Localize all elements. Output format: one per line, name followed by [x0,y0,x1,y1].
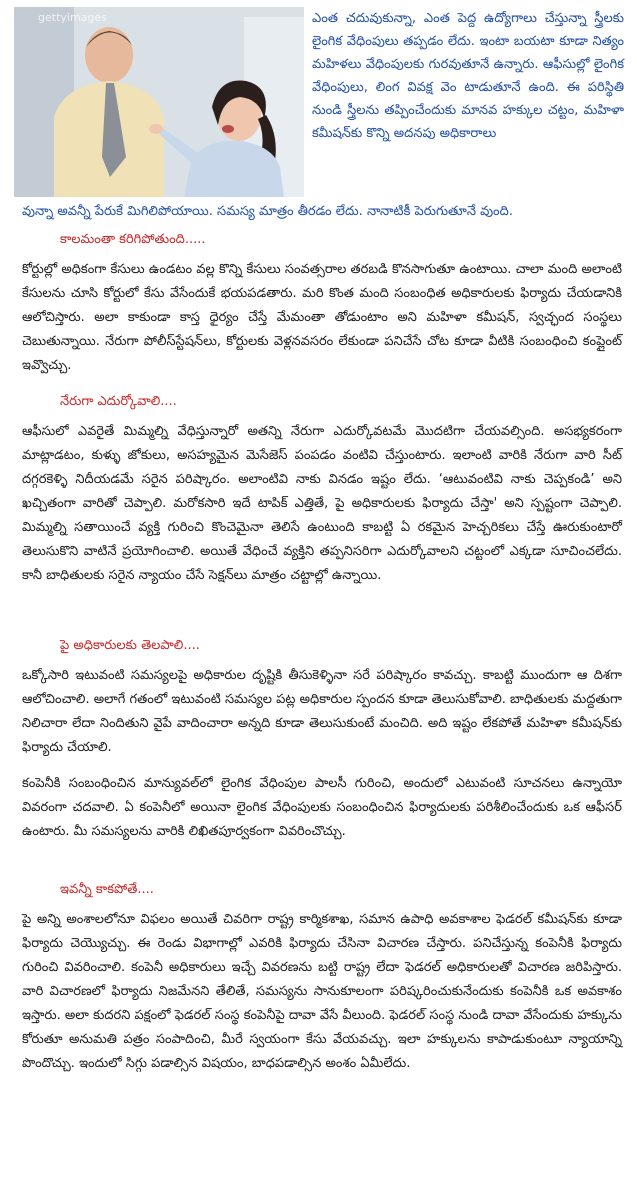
section-heading-1: కాలమంతా కరిగిపోతుంది..... [60,232,206,247]
section-1-paragraph-1: కోర్టుల్లో అధికంగా కేసులు ఉండటం వల్ల కొన్ని కేసులు సంవత్సరాల తరబడి కొనసాగుతూ ఉంటాయి. చాలా మంది అలాంటి కేసులను చూసి కోర్టులో కేసు వేసేందుకే భయపడతారు. మరి కొంత మంది సంబంధిత అధికారులకు ఫిర్యాదు చేయడానికి ఆలోచిస్తారు. అలా కాకుండా కాస్త ధైర్యం చేస్తే మేమంతా తోడుంటాం అని మహిళా కమీషన్, స్వచ్ఛంద సంస్థలు చెబుతున్నాయి. నేరుగా పోలీస్‌స్టేషన్‌లు, కోర్టులకు వెళ్లనవసరం లేకుండా పనిచేసే చోట కూడా వీటికి సంబంధించి కంప్లైంట్ ఇవ్వొచ్చు. [22,262,622,373]
office-scene-illustration [14,7,304,197]
intro-text-tail: వున్నా అవన్నీ పేరుకే మిగిలిపోయాయి. సమస్య మాత్రం తీరడం లేదు. నానాటికీ పెరుగుతూనే వుంది. [22,204,513,219]
section-4-paragraph-1: పై అన్ని అంశాలలోనూ విఫలం అయితే చివరిగా రాష్ట్ర కార్మికశాఖ, సమాన ఉపాధి అవకాశాల ఫెడరల్ కమీషన్‌కు కూడా ఫిర్యాదు చెయ్యొచ్చు. ఈ రెండు విభాగాల్లో ఎవరికి ఫిర్యాదు చేసినా విచారణ చేస్తారు. పనిచేస్తున్న కంపెనీకి ఫిర్యాదు గురించి వివరించాలి. కంపెనీ అధికారులు ఇచ్చే వివరణను బట్టి రాష్ట్ర లేదా ఫెడరల్ అధికారులతో విచారణ జరిపిస్తారు. వారి విచారణలో ఫిర్యాదు నిజమేనని తేలితే, సమస్యను సానుకూలంగా పరిష్కరించుకునేందుకు కంపెనీకి ఒక అవకాశం ఇస్తారు. అలా కుదరని పక్షంలో ఫెడరల్ సంస్థ కంపెనీపై దావా వేసే వీలుంది. ఫెడరల్ సంస్థ నుండి దావా వేసేందుకు హక్కును కోరుతూ అనుమతి పత్రం సంపాదించి, మీరే స్వయంగా కేసు వేయవచ్చు. ఇలా హక్కులను కాపాడుకుంటూ న్యాయాన్ని పొందొచ్చు. ఇందులో సిగ్గు పడాల్సిన విషయం, బాధపడాల్సిన అంశం ఏమీలేదు. [22,912,622,1071]
section-heading-2: నేరుగా ఎదుర్కోవాలి.... [60,394,177,409]
article-photo [14,7,304,197]
section-2-paragraph-1: ఆఫీసులో ఎవరైతే మిమ్మల్ని వేధిస్తున్నారో అతన్ని నేరుగా ఎదుర్కోవటమే మొదటిగా చేయవల్సింది. అసభ్యకరంగా మాట్లాడటం, కుళ్ళు జోకులు, అసహ్యమైన మెసేజెస్ పంపడం వంటివి చేస్తుంటారు. ఇలాంటి వారికి నేరుగా వారి సీట్ దగ్గరకెళ్ళి నిదీయడమే సరైన పరిష్కారం. అలాంటివి నాకు వినడం ఇష్టం లేదు. ‘ఆటువంటివి నాకు చెప్పకండి’ అని ఖచ్చితంగా వారితో చెప్పాలి. మరోకసారి ఇదే టాపిక్ ఎత్తితే, పై అధికారులకు ఫిర్యాదు చేస్తా' అని స్పష్టంగా చెప్పాలి. మిమ్మల్ని సతాయించే వ్యక్తి గురించి కొంచెమైనా తెలిసే ఉంటుంది కాబట్టి ఏ రకమైన హెచ్చరికలు చేస్తే ఊరుకుంటారో తెలుసుకొని వాటినే ప్రయోగించాలి. అయితే వేధించే వ్యక్తిని తప్పనిసరిగా ఎదుర్కోవాలని చట్టంలో ఎక్కడా సూచించలేదు. కానీ బాధితులకు సరైన న్యాయం చేసే సెక్షన్‌లు మాత్రం చట్టాల్లో ఉన్నాయి. [22,424,622,583]
photo-watermark: gettyimages [38,11,107,24]
section-3-paragraph-1: ఒక్కోసారి ఇటువంటి సమస్యలపై అధికారుల దృష్టికి తీసుకెళ్ళినా సరే పరిష్కారం కావచ్చు. కాబట్టి ముందుగా ఆ దిశగా ఆలోచించాలి. అలాగే గతంలో ఇటువంటి సమస్యల పట్ల అధికారుల స్పందన కూడా తెలుసుకోవాలి. బాధితులకు మద్దతుగా నిలిచారా లేదా నిందితుని వైపే వాదించారా అన్నది కూడా తెలుసుకుంటే మంచిది. అది ఇష్టం లేకపోతే మహిళా కమీషన్‌కు ఫిర్యాదు చేయాలి. [22,668,622,755]
section-heading-3: పై అధికారులకు తెలపాలి.... [60,638,200,653]
intro-text: ఎంత చదువుకున్నా, ఎంత పెద్ద ఉద్యోగాలు చేస్తున్నా స్త్రీలకు లైంగిక వేధింపులు తప్పడం లేదు. ఇంటా బయటా కూడా నిత్యం మహిళలు వేధింపులకు గురవుతూనే ఉన్నారు. ఆఫీసుల్లో లైంగిక వేధింపులు, లింగ వివక్ష వెం టాడుతూనే ఉంది. ఈ పరిస్థితి నుండి స్త్రీలను తప్పించేందుకు మానవ హక్కుల చట్టం, మహిళా కమీషన్‌కు కొన్ని అదనపు అధికారాలు [312,11,624,141]
section-3-paragraph-2: కంపెనీకి సంబంధించిన మాన్యువల్‌లో లైంగిక వేధింపుల పాలసీ గురించి, అందులో ఎటువంటి సూచనలు ఉన్నాయో వివరంగా చదవాలి. ఏ కంపెనీలో అయినా లైంగిక వేధింపులకు సంబంధించిన ఫిర్యాదులకు పరిశీలించేందుకు ఒక ఆఫీసర్ ఉంటారు. మీ సమస్యలను వారికి లిఖితపూర్వకంగా వివరించొచ్చు. [22,776,622,839]
section-heading-4: ఇవన్నీ కాకపోతే.... [60,882,154,897]
